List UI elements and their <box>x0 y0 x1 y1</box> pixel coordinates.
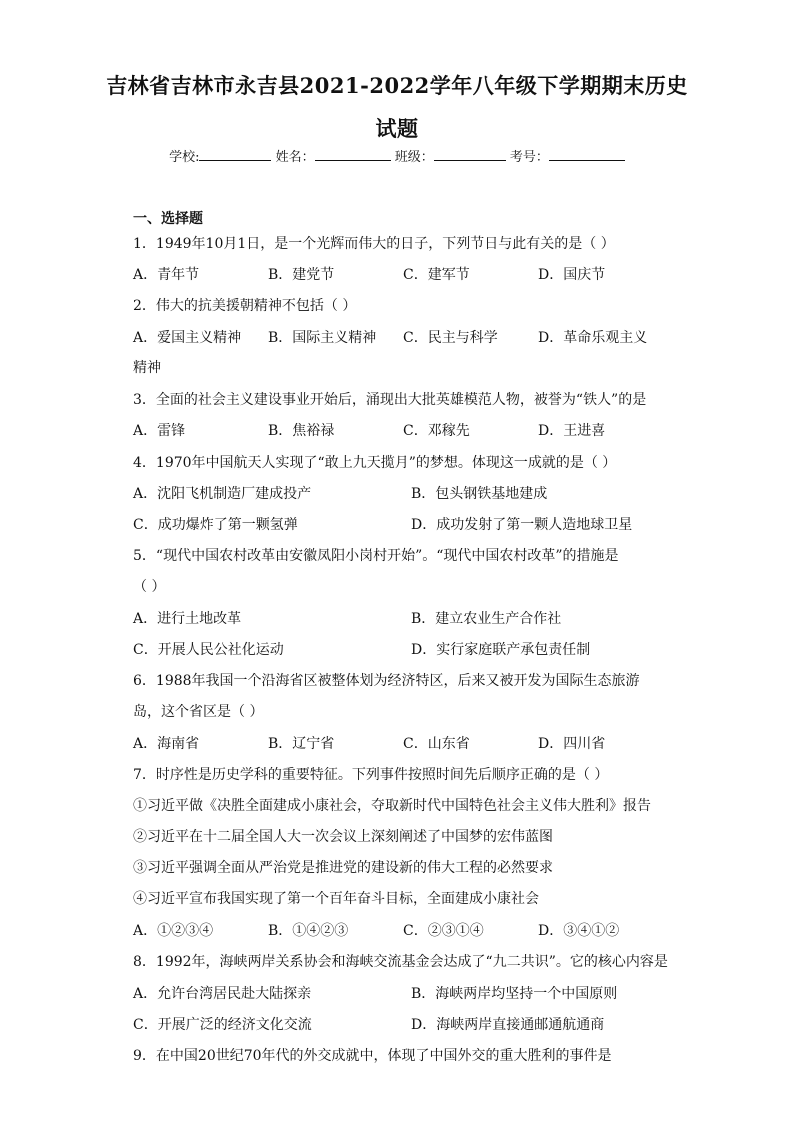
option-b[interactable]: B．焦裕禄 <box>268 423 335 439</box>
option-d[interactable]: D．③④①② <box>538 923 620 939</box>
question-stem: 2．伟大的抗美援朝精神不包括（ ） <box>133 298 357 314</box>
question-stem-continued: （ ） <box>133 579 166 595</box>
option-a[interactable]: A．沈阳飞机制造厂建成投产 <box>133 486 312 502</box>
option-c[interactable]: C．山东省 <box>403 736 470 752</box>
event-item-2: ②习近平在十二届全国人大一次会议上深刻阐述了中国梦的宏伟蓝图 <box>133 829 553 845</box>
option-d[interactable]: D．实行家庭联产承包责任制 <box>411 642 591 658</box>
option-a[interactable]: A．爱国主义精神 <box>133 330 242 346</box>
question-stem-continued: 岛，这个省区是（ ） <box>133 704 264 720</box>
exam-number-blank[interactable] <box>549 147 625 161</box>
event-item-1: ①习近平做《决胜全面建成小康社会，夺取新时代中国特色社会主义伟大胜利》报告 <box>133 798 651 814</box>
class-blank[interactable] <box>434 147 506 161</box>
answer-options <box>133 264 673 284</box>
option-d[interactable]: D．王进喜 <box>538 423 606 439</box>
option-d[interactable]: D．成功发射了第一颗人造地球卫星 <box>411 517 633 533</box>
exam-number-label: 考号： <box>509 150 549 165</box>
option-b[interactable]: B．辽宁省 <box>268 736 335 752</box>
option-d[interactable]: D．海峡两岸直接通邮通航通商 <box>411 1017 605 1033</box>
answer-options <box>133 639 693 659</box>
option-a[interactable]: A．允许台湾居民赴大陆探亲 <box>133 986 312 1002</box>
exam-title: 吉林省吉林市永吉县2021-2022学年八年级下学期期末历史 <box>106 73 688 98</box>
question-stem: 8．1992年，海峡两岸关系协会和海峡交流基金会达成了“九二共识”。它的核心内容是 <box>133 954 668 970</box>
option-c[interactable]: C．成功爆炸了第一颗氢弹 <box>133 517 298 533</box>
question-stem: 5．“现代中国农村改革由安徽凤阳小岗村开始”。“现代中国农村改革”的措施是 <box>133 548 619 564</box>
option-c[interactable]: C．民主与科学 <box>403 330 498 346</box>
option-d-wrap: 精神 <box>133 360 161 376</box>
answer-options <box>133 733 673 753</box>
option-b[interactable]: B．①④②③ <box>268 923 349 939</box>
question-stem: 3．全面的社会主义建设事业开始后，涌现出大批英雄模范人物，被誉为“铁人”的是 <box>133 392 647 408</box>
option-a[interactable]: A．海南省 <box>133 736 200 752</box>
option-c[interactable]: C．邓稼先 <box>403 423 470 439</box>
option-a[interactable]: A．进行土地改革 <box>133 611 242 627</box>
answer-options <box>133 608 693 628</box>
option-d[interactable]: D．革命乐观主义 <box>538 330 648 346</box>
option-c[interactable]: C．开展广泛的经济文化交流 <box>133 1017 312 1033</box>
school-label: 学校: <box>169 150 200 165</box>
question-stem: 6．1988年我国一个沿海省区被整体划为经济特区，后来又被开发为国际生态旅游 <box>133 673 640 689</box>
option-a[interactable]: A．雷锋 <box>133 423 186 439</box>
answer-options <box>133 327 673 347</box>
option-c[interactable]: C．建军节 <box>403 267 470 283</box>
option-a[interactable]: A．①②③④ <box>133 923 214 939</box>
option-c[interactable]: C．②③①④ <box>403 923 484 939</box>
option-a[interactable]: A．青年节 <box>133 267 200 283</box>
answer-options <box>133 983 693 1003</box>
name-blank[interactable] <box>315 147 391 161</box>
option-b[interactable]: B．包头钢铁基地建成 <box>411 486 548 502</box>
event-item-4: ④习近平宣布我国实现了第一个百年奋斗目标，全面建成小康社会 <box>133 891 539 907</box>
section-heading: 一、选择题 <box>133 211 203 227</box>
option-b[interactable]: B．海峡两岸均坚持一个中国原则 <box>411 986 618 1002</box>
question-stem: 4．1970年中国航天人实现了“敢上九天揽月”的梦想。体现这一成就的是（ ） <box>133 455 617 471</box>
event-item-3: ③习近平强调全面从严治党是推进党的建设新的伟大工程的必然要求 <box>133 860 553 876</box>
question-stem: 7．时序性是历史学科的重要特征。下列事件按照时间先后顺序正确的是（ ） <box>133 767 609 783</box>
option-d[interactable]: D．四川省 <box>538 736 606 752</box>
exam-title-continued: 试题 <box>375 116 419 141</box>
answer-options <box>133 1014 693 1034</box>
option-b[interactable]: B．建立农业生产合作社 <box>411 611 562 627</box>
student-info-row <box>0 146 794 165</box>
option-d[interactable]: D．国庆节 <box>538 267 606 283</box>
name-label: 姓名： <box>275 150 315 165</box>
option-c[interactable]: C．开展人民公社化运动 <box>133 642 284 658</box>
option-b[interactable]: B．国际主义精神 <box>268 330 377 346</box>
answer-options <box>133 514 693 534</box>
answer-options <box>133 920 673 940</box>
question-stem: 1．1949年10月1日，是一个光辉而伟大的日子，下列节日与此有关的是（ ） <box>133 236 615 252</box>
answer-options <box>133 483 693 503</box>
class-label: 班级： <box>394 150 434 165</box>
question-stem: 9．在中国20世纪70年代的外交成就中，体现了中国外交的重大胜利的事件是 <box>133 1048 612 1064</box>
option-b[interactable]: B．建党节 <box>268 267 335 283</box>
school-blank[interactable] <box>199 147 271 161</box>
answer-options <box>133 420 673 440</box>
